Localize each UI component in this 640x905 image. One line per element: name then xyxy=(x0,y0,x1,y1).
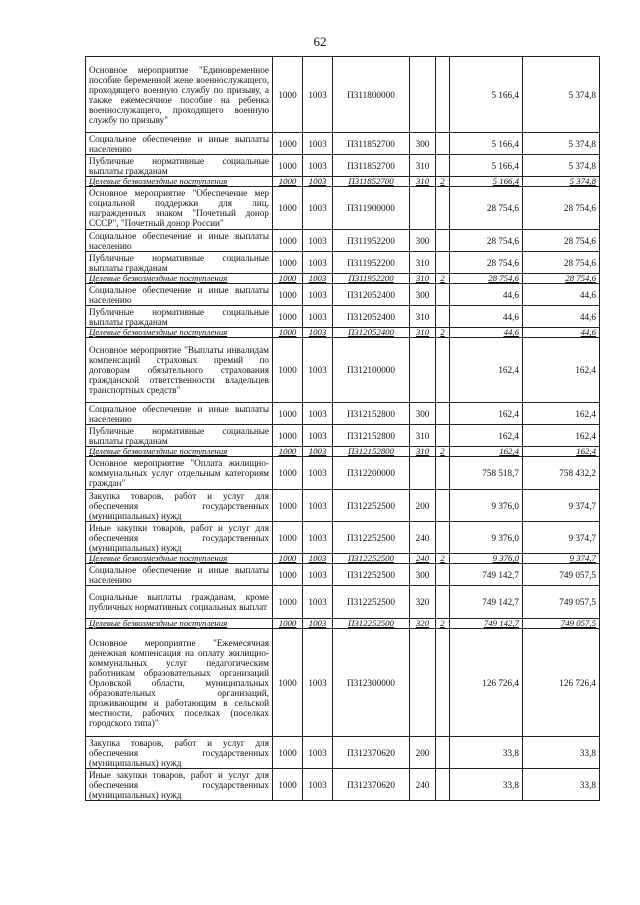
amount-year1-cell: 749 142,7 xyxy=(450,619,523,629)
group-cell xyxy=(436,769,450,801)
group-cell xyxy=(436,57,450,133)
table-row xyxy=(86,564,600,586)
target-article-cell: П311852700 xyxy=(333,177,410,187)
row-name-cell: Публичные нормативные социальные выплаты гражданам xyxy=(86,425,273,447)
target-article-cell: П311952200 xyxy=(333,252,410,274)
amount-year2-cell: 28 754,6 xyxy=(523,187,600,230)
row-name-cell: Социальное обеспечение и иные выплаты населению xyxy=(86,133,273,155)
row-name-cell: Публичные нормативные социальные выплаты гражданам xyxy=(86,155,273,177)
row-name-cell: Целевые безвозмездные поступления xyxy=(86,274,273,284)
amount-year1-cell: 9 376,0 xyxy=(450,554,523,564)
amount-year2-cell: 5 374,8 xyxy=(523,177,600,187)
amount-year1-cell: 749 142,7 xyxy=(450,564,523,586)
row-name-cell: Социальное обеспечение и иные выплаты населению xyxy=(86,403,273,425)
amount-year2-cell: 749 057,5 xyxy=(523,564,600,586)
row-name-cell: Основное мероприятие "Обеспечение мер социальной поддержки для лиц, награжденных знаком "Почетный донор СССР", "Почетный донор России" xyxy=(86,187,273,230)
subsection-code-cell: 1003 xyxy=(303,306,333,328)
row-name-cell: Основное мероприятие "Оплата жилищно-коммунальных услуг отдельным категориям граждан" xyxy=(86,457,273,490)
group-cell xyxy=(436,284,450,306)
section-code-cell: 1000 xyxy=(273,403,303,425)
table-row xyxy=(86,457,600,490)
table-row xyxy=(86,133,600,155)
target-article-cell: П312052400 xyxy=(333,284,410,306)
subsection-code-cell: 1003 xyxy=(303,230,333,252)
group-cell xyxy=(436,490,450,522)
target-article-cell: П311852700 xyxy=(333,133,410,155)
table-row xyxy=(86,629,600,737)
group-cell xyxy=(436,403,450,425)
group-cell xyxy=(436,155,450,177)
amount-year2-cell: 28 754,6 xyxy=(523,252,600,274)
row-name-cell: Публичные нормативные социальные выплаты гражданам xyxy=(86,306,273,328)
group-cell xyxy=(436,564,450,586)
target-article-cell: П311852700 xyxy=(333,155,410,177)
amount-year1-cell: 126 726,4 xyxy=(450,629,523,737)
target-article-cell: П312252500 xyxy=(333,586,410,619)
target-article-cell: П312152800 xyxy=(333,425,410,447)
amount-year2-cell: 758 432,2 xyxy=(523,457,600,490)
subsection-code-cell: 1003 xyxy=(303,425,333,447)
expense-type-cell: 300 xyxy=(410,564,436,586)
row-name-cell: Социальное обеспечение и иные выплаты населению xyxy=(86,284,273,306)
expense-type-cell xyxy=(410,57,436,133)
amount-year2-cell: 9 374,7 xyxy=(523,490,600,522)
target-article-cell: П312252500 xyxy=(333,522,410,554)
table-row xyxy=(86,490,600,522)
table-row xyxy=(86,187,600,230)
budget-table-body xyxy=(86,57,600,801)
subsection-code-cell: 1003 xyxy=(303,177,333,187)
section-code-cell: 1000 xyxy=(273,737,303,769)
amount-year1-cell: 5 166,4 xyxy=(450,133,523,155)
group-cell xyxy=(436,133,450,155)
amount-year1-cell: 5 166,4 xyxy=(450,177,523,187)
amount-year2-cell: 5 374,8 xyxy=(523,133,600,155)
amount-year1-cell: 162,4 xyxy=(450,447,523,457)
subsection-code-cell: 1003 xyxy=(303,737,333,769)
group-cell xyxy=(436,338,450,403)
row-name-cell: Иные закупки товаров, работ и услуг для обеспечения государственных (муниципальных) нужд xyxy=(86,769,273,801)
group-cell xyxy=(436,629,450,737)
amount-year2-cell: 28 754,6 xyxy=(523,230,600,252)
amount-year2-cell: 44,6 xyxy=(523,306,600,328)
row-name-cell: Основное мероприятие "Единовременное пособие беременной жене военнослужащего, проходящего военную службу по призыву, а также ежемесячное пособие на ребенка военнослужащего, проходящего военную службу по призыву" xyxy=(86,57,273,133)
row-name-cell: Закупка товаров, работ и услуг для обеспечения государственных (муниципальных) нужд xyxy=(86,490,273,522)
amount-year1-cell: 5 166,4 xyxy=(450,57,523,133)
subsection-code-cell: 1003 xyxy=(303,490,333,522)
row-name-cell: Основное мероприятие "Выплаты инвалидам компенсаций страховых премий по договорам обязательного страхования гражданской ответственности владельцев транспортных средств" xyxy=(86,338,273,403)
amount-year1-cell: 28 754,6 xyxy=(450,230,523,252)
section-code-cell: 1000 xyxy=(273,177,303,187)
subsection-code-cell: 1003 xyxy=(303,252,333,274)
target-article-cell: П312052400 xyxy=(333,306,410,328)
section-code-cell: 1000 xyxy=(273,769,303,801)
target-article-cell: П312152800 xyxy=(333,447,410,457)
amount-year1-cell: 44,6 xyxy=(450,306,523,328)
expense-type-cell: 310 xyxy=(410,252,436,274)
target-article-cell: П312252500 xyxy=(333,490,410,522)
budget-table xyxy=(85,56,600,801)
amount-year2-cell: 9 374,7 xyxy=(523,554,600,564)
amount-year2-cell: 44,6 xyxy=(523,284,600,306)
amount-year2-cell: 126 726,4 xyxy=(523,629,600,737)
amount-year1-cell: 33,8 xyxy=(450,769,523,801)
amount-year2-cell: 749 057,5 xyxy=(523,586,600,619)
amount-year1-cell: 162,4 xyxy=(450,338,523,403)
expense-type-cell xyxy=(410,457,436,490)
target-article-cell: П311900000 xyxy=(333,187,410,230)
expense-type-cell: 320 xyxy=(410,619,436,629)
group-cell xyxy=(436,522,450,554)
group-cell: 2 xyxy=(436,274,450,284)
table-row xyxy=(86,403,600,425)
amount-year2-cell: 33,8 xyxy=(523,769,600,801)
row-name-cell: Социальные выплаты гражданам, кроме публичных нормативных социальных выплат xyxy=(86,586,273,619)
section-code-cell: 1000 xyxy=(273,425,303,447)
amount-year1-cell: 9 376,0 xyxy=(450,490,523,522)
amount-year2-cell: 749 057,5 xyxy=(523,619,600,629)
expense-type-cell: 310 xyxy=(410,447,436,457)
subsection-code-cell: 1003 xyxy=(303,328,333,338)
section-code-cell: 1000 xyxy=(273,328,303,338)
target-article-cell: П312300000 xyxy=(333,629,410,737)
amount-year2-cell: 5 374,8 xyxy=(523,155,600,177)
section-code-cell: 1000 xyxy=(273,306,303,328)
row-name-cell: Целевые безвозмездные поступления xyxy=(86,177,273,187)
target-article-cell: П312052400 xyxy=(333,328,410,338)
target-article-cell: П312152800 xyxy=(333,403,410,425)
section-code-cell: 1000 xyxy=(273,522,303,554)
section-code-cell: 1000 xyxy=(273,457,303,490)
amount-year1-cell: 162,4 xyxy=(450,403,523,425)
group-cell xyxy=(436,230,450,252)
amount-year1-cell: 28 754,6 xyxy=(450,187,523,230)
row-name-cell: Основное мероприятие "Ежемесячная денежная компенсация на оплату жилищно-коммунальных услуг педагогическим работникам образовательных организаций Орловской области, муниципальных образовательных организаций, проживающим и работающим в сельской местности, рабочих поселках (поселках городского типа)" xyxy=(86,629,273,737)
table-row xyxy=(86,177,600,187)
expense-type-cell: 300 xyxy=(410,133,436,155)
page-number: 62 xyxy=(313,34,327,49)
section-code-cell: 1000 xyxy=(273,338,303,403)
subsection-code-cell: 1003 xyxy=(303,274,333,284)
row-name-cell: Закупка товаров, работ и услуг для обеспечения государственных (муниципальных) нужд xyxy=(86,737,273,769)
section-code-cell: 1000 xyxy=(273,133,303,155)
row-name-cell: Иные закупки товаров, работ и услуг для обеспечения государственных (муниципальных) нужд xyxy=(86,522,273,554)
subsection-code-cell: 1003 xyxy=(303,554,333,564)
amount-year2-cell: 162,4 xyxy=(523,403,600,425)
subsection-code-cell: 1003 xyxy=(303,447,333,457)
expense-type-cell: 310 xyxy=(410,155,436,177)
table-row xyxy=(86,328,600,338)
target-article-cell: П312370620 xyxy=(333,769,410,801)
table-row xyxy=(86,586,600,619)
table-row xyxy=(86,274,600,284)
table-row xyxy=(86,230,600,252)
table-row xyxy=(86,522,600,554)
group-cell xyxy=(436,586,450,619)
group-cell xyxy=(436,457,450,490)
table-row xyxy=(86,284,600,306)
section-code-cell: 1000 xyxy=(273,586,303,619)
group-cell xyxy=(436,187,450,230)
group-cell xyxy=(436,737,450,769)
expense-type-cell xyxy=(410,187,436,230)
target-article-cell: П312200000 xyxy=(333,457,410,490)
expense-type-cell: 310 xyxy=(410,274,436,284)
amount-year2-cell: 9 374,7 xyxy=(523,522,600,554)
expense-type-cell: 300 xyxy=(410,403,436,425)
section-code-cell: 1000 xyxy=(273,155,303,177)
row-name-cell: Публичные нормативные социальные выплаты гражданам xyxy=(86,252,273,274)
table-row xyxy=(86,619,600,629)
section-code-cell: 1000 xyxy=(273,230,303,252)
group-cell xyxy=(436,252,450,274)
target-article-cell: П312100000 xyxy=(333,338,410,403)
expense-type-cell: 240 xyxy=(410,554,436,564)
group-cell: 2 xyxy=(436,177,450,187)
target-article-cell: П312252500 xyxy=(333,619,410,629)
section-code-cell: 1000 xyxy=(273,284,303,306)
expense-type-cell: 240 xyxy=(410,769,436,801)
amount-year2-cell: 5 374,8 xyxy=(523,57,600,133)
table-row xyxy=(86,769,600,801)
group-cell xyxy=(436,306,450,328)
subsection-code-cell: 1003 xyxy=(303,133,333,155)
subsection-code-cell: 1003 xyxy=(303,155,333,177)
group-cell: 2 xyxy=(436,619,450,629)
section-code-cell: 1000 xyxy=(273,274,303,284)
table-row xyxy=(86,338,600,403)
amount-year1-cell: 33,8 xyxy=(450,737,523,769)
amount-year1-cell: 749 142,7 xyxy=(450,586,523,619)
row-name-cell: Целевые безвозмездные поступления xyxy=(86,328,273,338)
expense-type-cell: 300 xyxy=(410,230,436,252)
amount-year2-cell: 162,4 xyxy=(523,425,600,447)
subsection-code-cell: 1003 xyxy=(303,619,333,629)
expense-type-cell: 310 xyxy=(410,306,436,328)
row-name-cell: Социальное обеспечение и иные выплаты населению xyxy=(86,230,273,252)
subsection-code-cell: 1003 xyxy=(303,629,333,737)
expense-type-cell: 300 xyxy=(410,284,436,306)
amount-year1-cell: 5 166,4 xyxy=(450,155,523,177)
section-code-cell: 1000 xyxy=(273,447,303,457)
subsection-code-cell: 1003 xyxy=(303,338,333,403)
table-row xyxy=(86,306,600,328)
expense-type-cell: 320 xyxy=(410,586,436,619)
group-cell: 2 xyxy=(436,554,450,564)
amount-year1-cell: 9 376,0 xyxy=(450,522,523,554)
amount-year1-cell: 758 518,7 xyxy=(450,457,523,490)
expense-type-cell: 310 xyxy=(410,328,436,338)
expense-type-cell: 310 xyxy=(410,425,436,447)
amount-year2-cell: 28 754,6 xyxy=(523,274,600,284)
row-name-cell: Социальное обеспечение и иные выплаты населению xyxy=(86,564,273,586)
subsection-code-cell: 1003 xyxy=(303,457,333,490)
section-code-cell: 1000 xyxy=(273,252,303,274)
amount-year1-cell: 162,4 xyxy=(450,425,523,447)
table-row xyxy=(86,57,600,133)
table-row xyxy=(86,554,600,564)
amount-year2-cell: 44,6 xyxy=(523,328,600,338)
expense-type-cell: 200 xyxy=(410,490,436,522)
target-article-cell: П312370620 xyxy=(333,737,410,769)
expense-type-cell xyxy=(410,338,436,403)
table-row xyxy=(86,737,600,769)
section-code-cell: 1000 xyxy=(273,490,303,522)
subsection-code-cell: 1003 xyxy=(303,403,333,425)
section-code-cell: 1000 xyxy=(273,554,303,564)
subsection-code-cell: 1003 xyxy=(303,57,333,133)
subsection-code-cell: 1003 xyxy=(303,187,333,230)
group-cell: 2 xyxy=(436,328,450,338)
amount-year2-cell: 162,4 xyxy=(523,447,600,457)
target-article-cell: П311952200 xyxy=(333,230,410,252)
amount-year2-cell: 33,8 xyxy=(523,737,600,769)
row-name-cell: Целевые безвозмездные поступления xyxy=(86,554,273,564)
section-code-cell: 1000 xyxy=(273,187,303,230)
expense-type-cell xyxy=(410,629,436,737)
section-code-cell: 1000 xyxy=(273,619,303,629)
table-row xyxy=(86,252,600,274)
table-row xyxy=(86,425,600,447)
subsection-code-cell: 1003 xyxy=(303,564,333,586)
expense-type-cell: 200 xyxy=(410,737,436,769)
subsection-code-cell: 1003 xyxy=(303,284,333,306)
row-name-cell: Целевые безвозмездные поступления xyxy=(86,619,273,629)
group-cell: 2 xyxy=(436,447,450,457)
group-cell xyxy=(436,425,450,447)
amount-year2-cell: 162,4 xyxy=(523,338,600,403)
subsection-code-cell: 1003 xyxy=(303,522,333,554)
expense-type-cell: 310 xyxy=(410,177,436,187)
amount-year1-cell: 28 754,6 xyxy=(450,252,523,274)
section-code-cell: 1000 xyxy=(273,629,303,737)
amount-year1-cell: 44,6 xyxy=(450,284,523,306)
subsection-code-cell: 1003 xyxy=(303,586,333,619)
section-code-cell: 1000 xyxy=(273,57,303,133)
amount-year1-cell: 28 754,6 xyxy=(450,274,523,284)
row-name-cell: Целевые безвозмездные поступления xyxy=(86,447,273,457)
table-row xyxy=(86,447,600,457)
amount-year1-cell: 44,6 xyxy=(450,328,523,338)
target-article-cell: П312252500 xyxy=(333,554,410,564)
target-article-cell: П312252500 xyxy=(333,564,410,586)
expense-type-cell: 240 xyxy=(410,522,436,554)
subsection-code-cell: 1003 xyxy=(303,769,333,801)
table-row xyxy=(86,155,600,177)
target-article-cell: П311952200 xyxy=(333,274,410,284)
target-article-cell: П311800000 xyxy=(333,57,410,133)
section-code-cell: 1000 xyxy=(273,564,303,586)
